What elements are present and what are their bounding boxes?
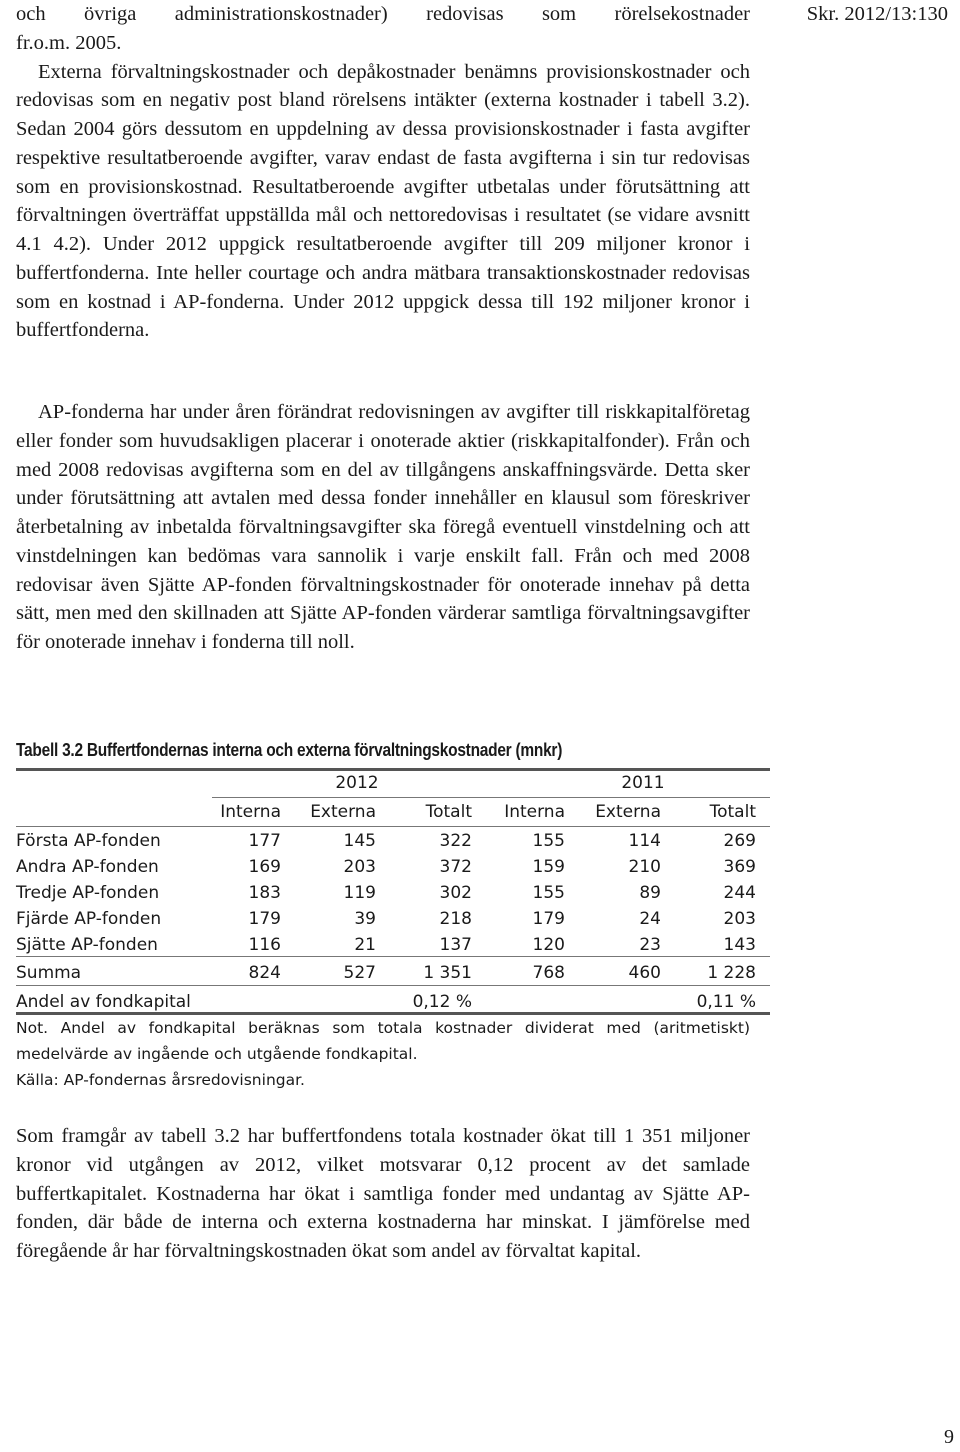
year-2011-header: 2011: [621, 773, 665, 793]
table-row: [16, 828, 770, 854]
table-year-row: [16, 770, 770, 796]
page-number: 9: [944, 1426, 954, 1448]
share-rule: [16, 985, 770, 986]
cell: 527: [343, 963, 376, 983]
cell: 244: [723, 883, 756, 903]
table-notes: [16, 1015, 750, 1093]
cell: 269: [723, 831, 756, 851]
cell: 114: [628, 831, 661, 851]
col-header-externa-2011: Externa: [595, 802, 661, 822]
cell: 39: [354, 909, 376, 929]
cell: 120: [532, 935, 565, 955]
row-label: Fjärde AP-fonden: [16, 909, 162, 929]
cell: 322: [439, 831, 472, 851]
header-rule: [16, 826, 770, 827]
cell: 824: [248, 963, 281, 983]
year-rule: [212, 797, 770, 798]
cell: 89: [639, 883, 661, 903]
col-header-interna-2012: Interna: [220, 802, 281, 822]
cell: 177: [248, 831, 281, 851]
paragraph-1-line-1: och övriga administrationskostnader) redovisas som rörelsekostnader: [16, 3, 750, 25]
row-label: Tredje AP-fonden: [16, 883, 160, 903]
paragraph-1b: Externa förvaltningskostnader och depåkostnader benämns provisionskostnader och redovisas som en negativ post bland rörelsens intäkter (externa kostnader i tabell 3.2). Sedan 2004 görs dessutom en uppdelning av dessa provisionskostnader i fasta avgifter respektive resultatberoende avgifter, varav endast de fasta avgifterna i sin tur redovisas som en provisionskostnad. Resultatberoende avgifter utbetalas under förutsättning att förvaltningen överträffat uppställda mål och nettoredovisas i resultatet (se vidare avsnitt 4.1 4.2). Under 2012 uppgick resultatberoende avgifter till 209 miljoner kronor i buffertfonderna. Inte heller courtage och andra mätbara transaktionskostnader redovisas som en kostnad i AP-fonderna. Under 2012 uppgick dessa till 192 miljoner kronor i buffertfonderna.: [16, 60, 750, 342]
cell: 169: [248, 857, 281, 877]
paragraph-3: Som framgår av tabell 3.2 har buffertfondens totala kostnader ökat till 1 351 miljoner kronor vid utgången av 2012, vilket motsvarar 0,12 procent av det samlade buffertkapitalet. Kostnaderna har ökat i samtliga fonder med undantag av Sjätte AP-fonden, där både de interna och externa kostnaderna har minskat. I jämförelse med föregående år har förvaltningskostnaden ökat som andel av förvaltat kapital.: [16, 1125, 750, 1262]
cell: 137: [439, 935, 472, 955]
cell: 210: [628, 857, 661, 877]
cell: 372: [439, 857, 472, 877]
col-header-totalt-2011: Totalt: [709, 802, 756, 822]
row-label: Andel av fondkapital: [16, 992, 191, 1012]
col-header-interna-2011: Interna: [504, 802, 565, 822]
cell: 21: [354, 935, 376, 955]
table-row: [16, 906, 770, 932]
cell: 145: [343, 831, 376, 851]
cell: 155: [532, 883, 565, 903]
cell: 218: [439, 909, 472, 929]
document-reference: Skr. 2012/13:130: [806, 3, 948, 25]
row-label: Summa: [16, 963, 82, 983]
cell: 179: [532, 909, 565, 929]
cell: 155: [532, 831, 565, 851]
col-header-totalt-2012: Totalt: [425, 802, 472, 822]
col-header-externa-2012: Externa: [310, 802, 376, 822]
cell: 159: [532, 857, 565, 877]
row-label: Första AP-fonden: [16, 831, 161, 851]
share-2012: 0,12 %: [412, 992, 472, 1012]
cell: 768: [532, 963, 565, 983]
table-source: Källa: AP-fondernas årsredovisningar.: [16, 1071, 305, 1089]
table-row: [16, 932, 770, 958]
table-row: [16, 880, 770, 906]
cell: 183: [248, 883, 281, 903]
cell: 1 228: [707, 963, 756, 983]
table-header-row: [16, 799, 770, 825]
table-note: Not. Andel av fondkapital beräknas som totala kostnader dividerat med (aritmetiskt) medelvärde av ingående och utgående fondkapital.: [16, 1019, 750, 1063]
cell: 179: [248, 909, 281, 929]
cell: 1 351: [423, 963, 472, 983]
table-row: [16, 854, 770, 880]
cell: 23: [639, 935, 661, 955]
table-sum-row: [16, 960, 770, 986]
cell: 460: [628, 963, 661, 983]
cell: 302: [439, 883, 472, 903]
year-2012-header: 2012: [335, 773, 379, 793]
sum-rule: [16, 956, 770, 957]
cell: 143: [723, 935, 756, 955]
share-2011: 0,11 %: [696, 992, 756, 1012]
paragraph-1: [16, 0, 750, 345]
row-label: Sjätte AP-fonden: [16, 935, 158, 955]
cell: 116: [248, 935, 281, 955]
cell: 203: [343, 857, 376, 877]
cell: 203: [723, 909, 756, 929]
cell: 24: [639, 909, 661, 929]
cell: 119: [343, 883, 376, 903]
row-label: Andra AP-fonden: [16, 857, 159, 877]
paragraph-1-line-2: fr.o.m. 2005.: [16, 31, 122, 54]
paragraph-2: AP-fonderna har under åren förändrat redovisningen av avgifter till riskkapitalföretag eller fonder som huvudsakligen placerar i onoterade aktier (riskkapitalfonder). Från och med 2008 redovisas avgifterna som en del av tillgångens anskaffningsvärde. Detta sker under förutsättning att avtalen med dessa fonder innehåller en klausul som föreskriver återbetalning av inbetalda förvaltningsavgifter ska föregå eventuell vinstdelning och att vinstdelningen kan bedömas vara sannolik i varje enskilt fall. Från och med 2008 redovisar även Sjätte AP-fonden förvaltningskostnader för onoterade innehav på detta sätt, men med den skillnaden att Sjätte AP-fonden värderar samtliga förvaltningsavgifter för onoterade innehav i fonderna till noll.: [16, 401, 750, 653]
cell: 369: [723, 857, 756, 877]
table-caption: Tabell 3.2 Buffertfondernas interna och externa förvaltningskostnader (mnkr): [16, 740, 563, 760]
